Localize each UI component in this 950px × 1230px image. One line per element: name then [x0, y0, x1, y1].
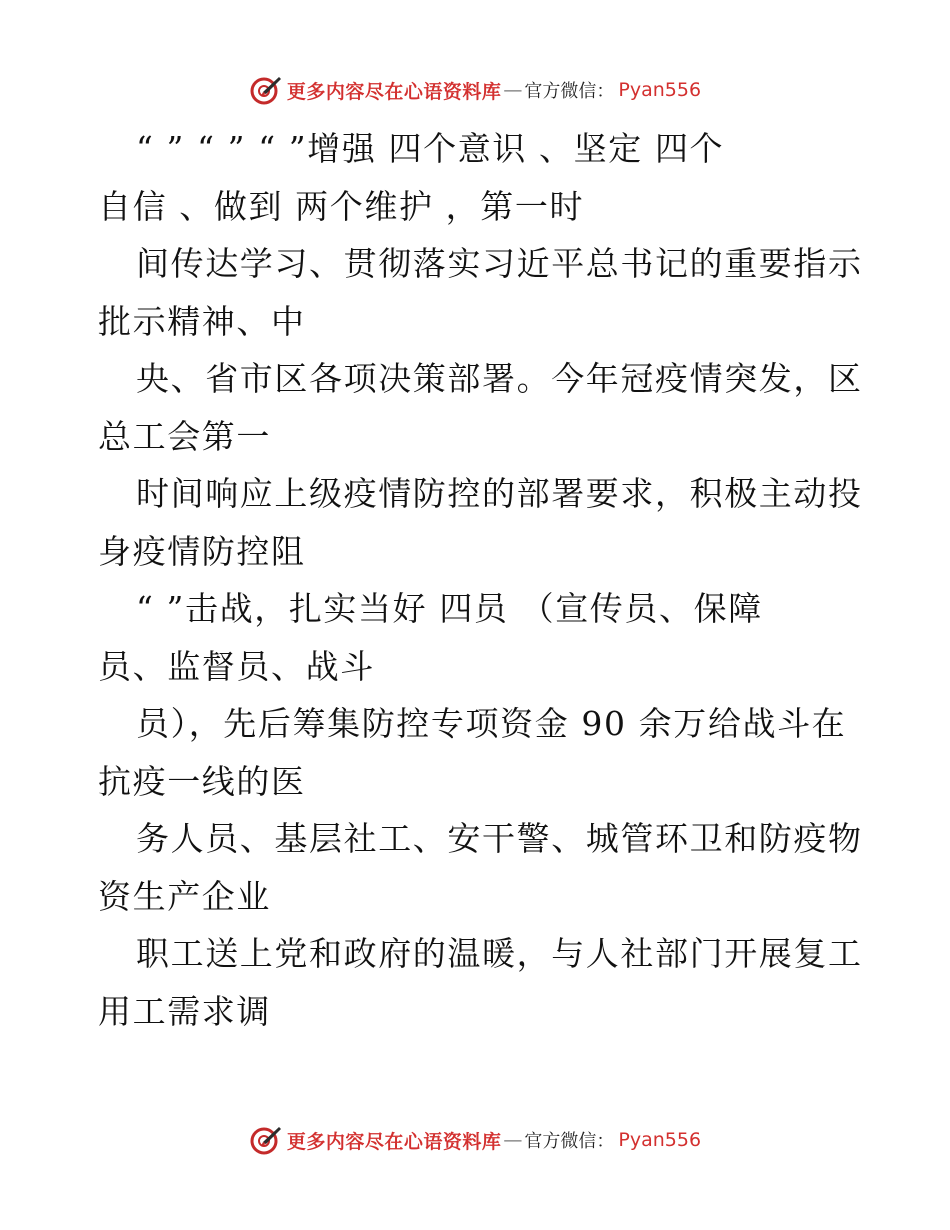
header-watermark-banner — [0, 70, 950, 110]
document-body — [98, 120, 863, 1040]
text-line: 职工送上党和政府的温暖，与人社部门开展复工 — [136, 934, 863, 973]
text-line: “ ”击战，扎实当好 四员 （宣传员、保障 — [136, 589, 763, 628]
text-line: 务人员、基层社工、安干警、城管环卫和防疫物 — [136, 819, 863, 858]
text-line: 员、监督员、战斗 — [98, 646, 375, 686]
text-line: 身疫情防控阻 — [98, 531, 306, 571]
text-line: 批示精神、中 — [98, 301, 306, 341]
wechat-handle: Pyan556 — [618, 1129, 702, 1151]
text-line: 用工需求调 — [98, 991, 271, 1031]
text-line: 时间响应上级疫情防控的部署要求，积极主动投 — [136, 474, 863, 513]
pen-logo-icon — [249, 1123, 283, 1157]
wechat-handle: Pyan556 — [618, 79, 702, 101]
wechat-label: 官方微信： — [524, 81, 615, 102]
text-line: 间传达学习、贯彻落实习近平总书记的重要指示 — [136, 244, 863, 283]
text-line: 自信 、做到 两个维护 ，第一时 — [98, 186, 585, 226]
text-line: 总工会第一 — [98, 416, 271, 456]
pen-logo-icon — [249, 73, 283, 107]
wechat-label: 官方微信： — [524, 1131, 615, 1152]
banner-separator: — — [503, 1129, 523, 1151]
text-line: 员），先后筹集防控专项资金 90 余万给战斗在 — [136, 704, 847, 743]
text-line: 央、省市区各项决策部署。今年冠疫情突发，区 — [136, 359, 863, 398]
banner-separator: — — [503, 79, 523, 101]
text-line: “ ” “ ” “ ”增强 四个意识 、坚定 四个 — [136, 129, 725, 168]
text-line: 抗疫一线的医 — [98, 761, 306, 801]
text-line: 资生产企业 — [98, 876, 271, 916]
brand-text: 更多内容尽在心语资料库 — [286, 1130, 502, 1153]
brand-text: 更多内容尽在心语资料库 — [286, 80, 502, 103]
footer-watermark-banner — [0, 1120, 950, 1160]
